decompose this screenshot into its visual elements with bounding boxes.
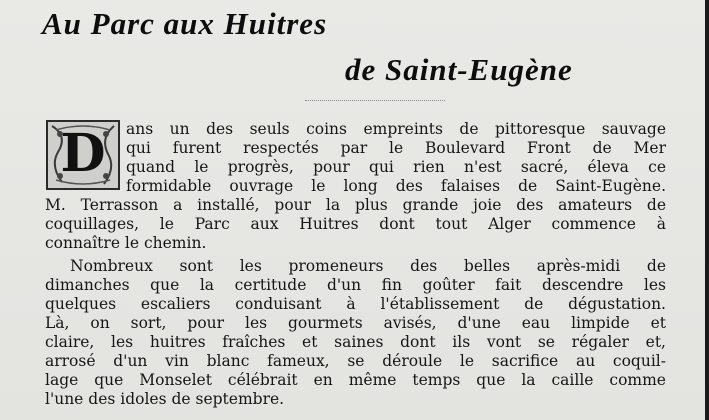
article-title-line-1: Au Parc aux Huitres [42, 6, 328, 41]
text-line: Là, on sort, pour les gourmets avisés, d'une eau limpide et [45, 314, 666, 332]
text-line: connaître le chemin. [45, 234, 207, 252]
page-edge-border [705, 0, 709, 420]
text-line: M. Terrasson a installé, pour la plus grande joie des amateurs de [45, 196, 666, 214]
article-title-line-2: de Saint-Eugène [345, 52, 573, 87]
text-line: arrosé d'un vin blanc fameux, se déroule le sacrifice au coquil- [45, 352, 666, 370]
text-line: ans un des seuls coins empreints de pittoresque sauvage [126, 120, 666, 138]
text-line: lage que Monselet célébrait en même temps que la caille comme [45, 371, 666, 389]
text-line: qui furent respectés par le Boulevard Front de Mer [126, 139, 666, 157]
text-line: quelques escaliers conduisant à l'établissement de dégustation. [45, 295, 666, 313]
text-line: dimanches que la certitude d'un fin goûter fait descendre les [45, 276, 666, 294]
ornamental-drop-cap [46, 120, 120, 190]
title-divider [305, 100, 445, 101]
text-line: Nombreux sont les promeneurs des belles après-midi de [70, 257, 666, 275]
text-line: coquillages, le Parc aux Huitres dont tout Alger commence à [45, 215, 666, 233]
drop-cap-letter: D [60, 123, 106, 184]
text-line: quand le progrès, pour qui rien n'est sacré, éleva ce [126, 158, 666, 176]
text-line: claire, les huitres fraîches et saines dont ils vont se régaler et, [45, 333, 666, 351]
text-line: l'une des idoles de septembre. [45, 390, 285, 408]
text-line: formidable ouvrage le long des falaises de Saint-Eugène. [126, 177, 666, 195]
